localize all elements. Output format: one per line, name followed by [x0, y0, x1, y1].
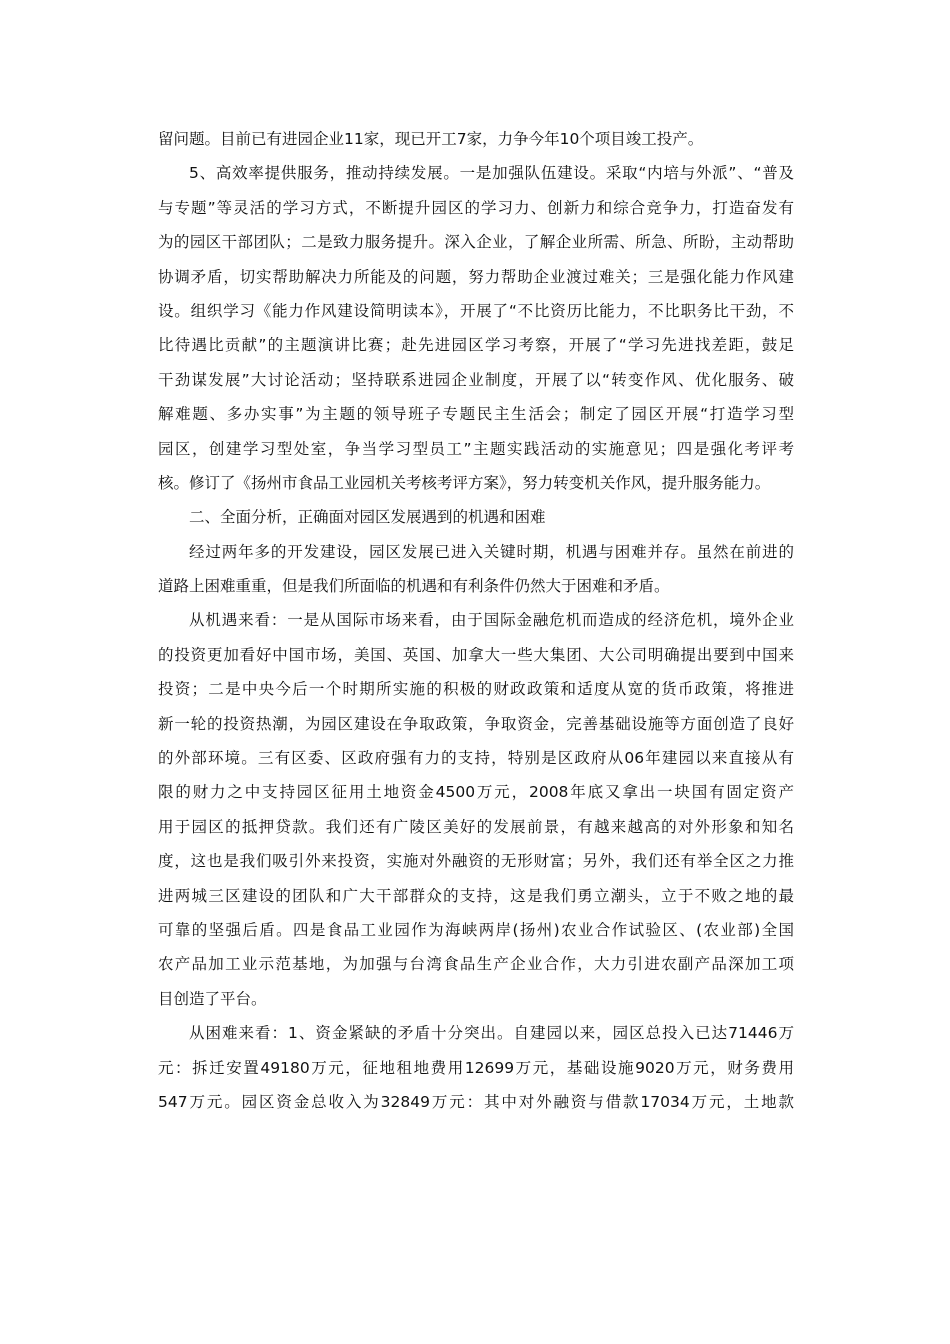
paragraph-line: 用于园区的抵押贷款。我们还有广陵区美好的发展前景，有越来越高的对外形象和知名 [158, 817, 794, 836]
paragraph-line: 协调矛盾，切实帮助解决力所能及的问题，努力帮助企业渡过难关；三是强化能力作风建 [158, 267, 794, 286]
paragraph-line: 目创造了平台。 [158, 989, 267, 1008]
section-heading: 二、全面分析，正确面对园区发展遇到的机遇和困难 [189, 508, 546, 527]
paragraph-line: 的外部环境。三有区委、区政府强有力的支持，特别是区政府从06年建园以来直接从有 [158, 749, 794, 768]
paragraph-line: 为的园区干部团队；二是致力服务提升。深入企业，了解企业所需、所急、所盼，主动帮助 [158, 233, 794, 252]
paragraph-line: 从困难来看：1、资金紧缺的矛盾十分突出。自建园以来，园区总投入已达71446万 [189, 1024, 794, 1043]
paragraph-line: 从机遇来看：一是从国际市场来看，由于国际金融危机而造成的经济危机，境外企业 [189, 611, 794, 630]
paragraph-line: 的投资更加看好中国市场，美国、英国、加拿大一些大集团、大公司明确提出要到中国来 [158, 645, 794, 664]
paragraph-line: 干劲谋发展”大讨论活动；坚持联系进园企业制度，开展了以“转变作风、优化服务、破 [158, 370, 794, 389]
document-page [158, 122, 794, 1119]
paragraph-line: 设。组织学习《能力作风建设简明读本》，开展了“不比资历比能力，不比职务比干劲，不 [158, 301, 794, 320]
paragraph-line: 留问题。目前已有进园企业11家，现已开工7家，力争今年10个项目竣工投产。 [158, 130, 704, 148]
paragraph-line: 元：拆迁安置49180万元，征地租地费用12699万元，基础设施9020万元，财务费用 [158, 1058, 794, 1077]
paragraph-line: 道路上困难重重，但是我们所面临的机遇和有利条件仍然大于困难和矛盾。 [158, 577, 670, 596]
paragraph-line: 度，这也是我们吸引外来投资，实施对外融资的无形财富；另外，我们还有举全区之力推 [158, 852, 794, 871]
paragraph-line: 核。修订了《扬州市食品工业园机关考核考评方案》，努力转变机关作风，提升服务能力。 [158, 473, 771, 492]
paragraph-line: 比待遇比贡献”的主题演讲比赛；赴先进园区学习考察，开展了“学习先进找差距，鼓足 [158, 336, 794, 355]
paragraph-line: 农产品加工业示范基地，为加强与台湾食品生产企业合作，大力引进农副产品深加工项 [158, 955, 794, 974]
paragraph-line: 新一轮的投资热潮，为园区建设在争取政策，争取资金，完善基础设施等方面创造了良好 [158, 714, 794, 733]
paragraph-line: 进两城三区建设的团队和广大干部群众的支持，这是我们勇立潮头，立于不败之地的最 [158, 886, 794, 905]
paragraph-line: 5、高效率提供服务，推动持续发展。一是加强队伍建设。采取“内培与外派”、“普及 [189, 164, 794, 183]
paragraph-line: 与专题”等灵活的学习方式，不断提升园区的学习力、创新力和综合竞争力，打造奋发有 [158, 198, 794, 217]
paragraph-line: 解难题、多办实事”为主题的领导班子专题民主生活会；制定了园区开展“打造学习型 [158, 405, 794, 424]
paragraph-line: 园区，创建学习型处室，争当学习型员工”主题实践活动的实施意见；四是强化考评考 [158, 439, 794, 458]
paragraph-line: 可靠的坚强后盾。四是食品工业园作为海峡两岸(扬州)农业合作试验区、(农业部)全国 [158, 920, 794, 939]
paragraph-line: 经过两年多的开发建设，园区发展已进入关键时期，机遇与困难并存。虽然在前进的 [189, 542, 794, 561]
paragraph-line: 投资；二是中央今后一个时期所实施的积极的财政政策和适度从宽的货币政策，将推进 [158, 680, 794, 699]
paragraph-line: 限的财力之中支持园区征用土地资金4500万元，2008年底又拿出一块国有固定资产 [158, 783, 794, 802]
paragraph-line: 547万元。园区资金总收入为32849万元：其中对外融资与借款17034万元，土地款 [158, 1092, 794, 1111]
